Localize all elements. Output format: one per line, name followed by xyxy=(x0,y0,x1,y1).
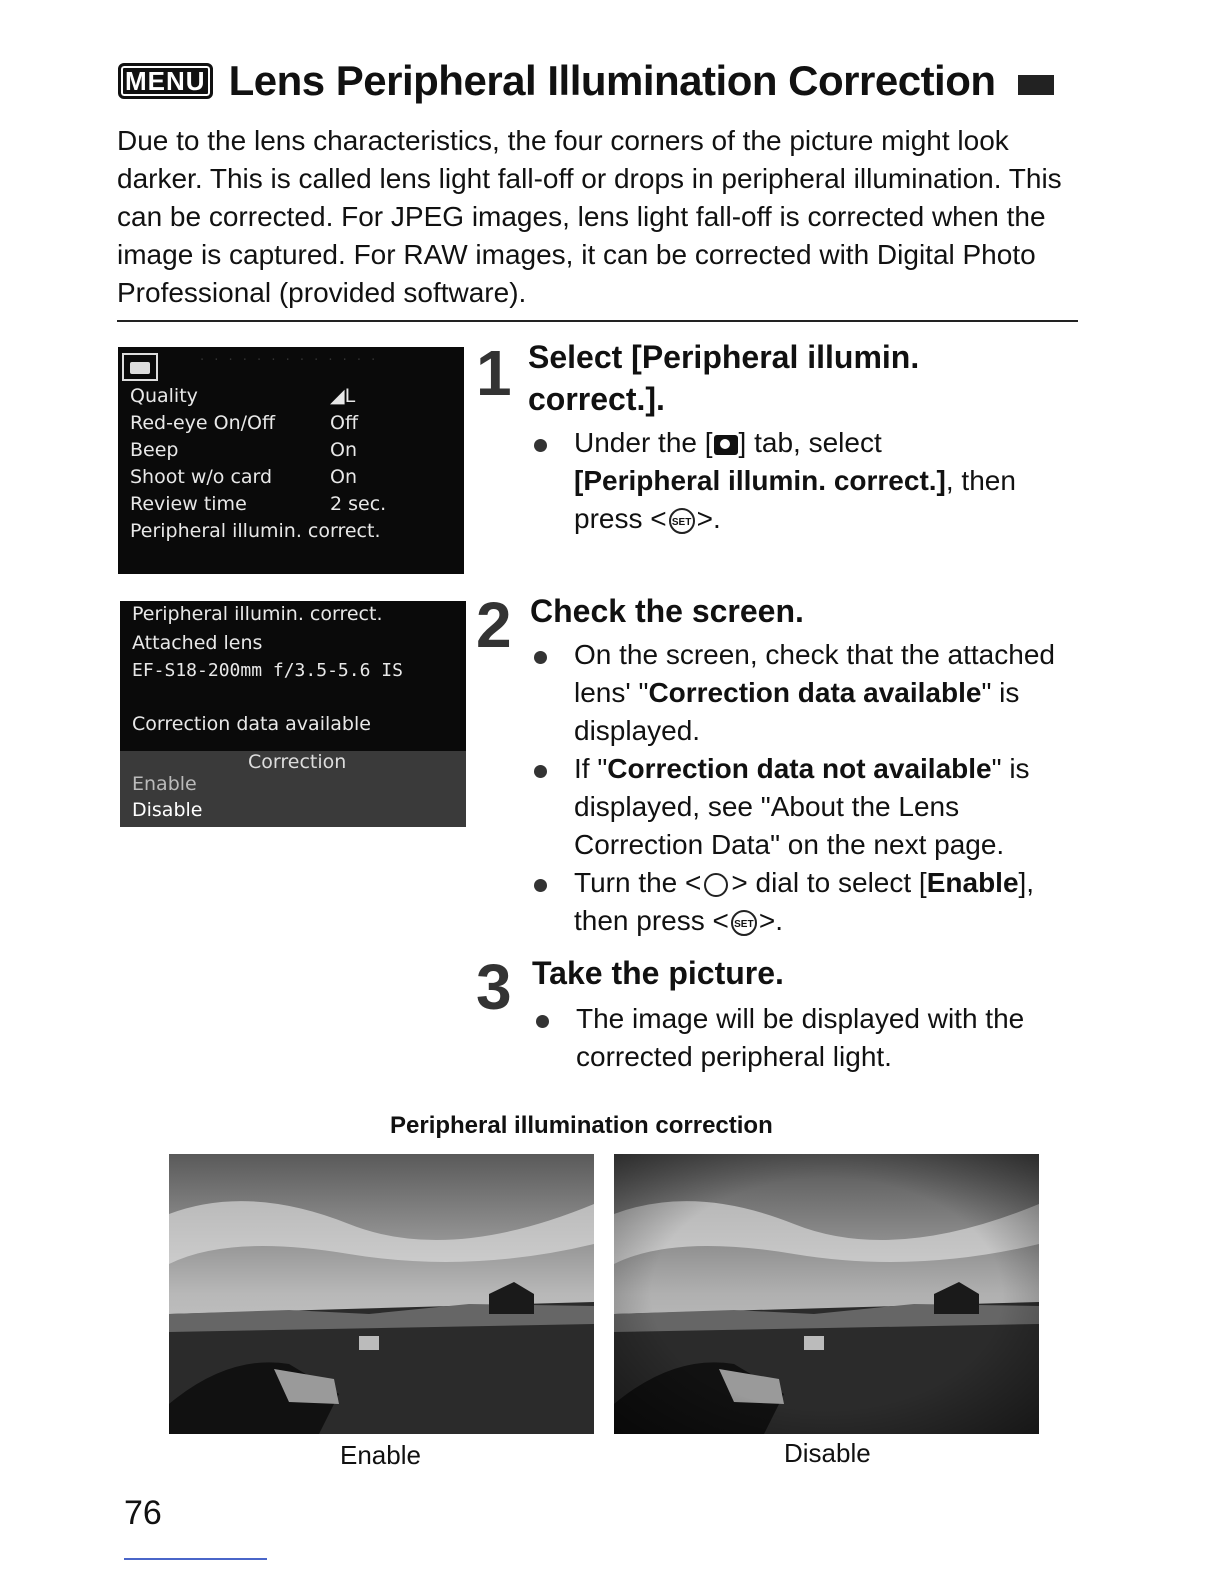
shooting-tab-icon xyxy=(714,435,738,455)
menu-row: Shoot w/o card On xyxy=(130,466,357,488)
menu-row: Review time 2 sec. xyxy=(130,493,387,515)
menu-row: Red-eye On/Off Off xyxy=(130,412,359,434)
set-button-icon: SET xyxy=(731,910,757,936)
section-marker xyxy=(1018,75,1054,95)
bullet-item: On the screen, check that the attached lens' "Correction data available" is displayed. xyxy=(530,636,1078,750)
main-dial-icon xyxy=(704,873,728,897)
correction-status: Correction data available xyxy=(132,713,371,735)
menu-row: Beep On xyxy=(130,439,357,461)
step-title: Take the picture. xyxy=(532,955,784,991)
bullet-item: If "Correction data not available" is displayed, see "About the Lens Correction Data" on the next page. xyxy=(530,750,1078,864)
page-title-row xyxy=(118,56,1054,106)
step-number: 1 xyxy=(476,337,512,409)
page-title: Lens Peripheral Illumination Correction xyxy=(228,57,996,104)
bullet-item: The image will be displayed with the corrected peripheral light. xyxy=(532,1000,1072,1076)
step-title: Check the screen. xyxy=(530,593,804,629)
options-title: Correction xyxy=(248,751,347,773)
landscape-photo xyxy=(169,1154,594,1434)
attached-lens-label: Attached lens xyxy=(132,632,263,654)
intro-paragraph: Due to the lens characteristics, the four corners of the picture might look darker. This is called lens light fall-off or drops in peripheral illumination. This can be corrected. For JPEG images, lens light fall-off is corrected when the image is captured. For RAW images, it can be corrected with Digital Photo Professional (provided software). xyxy=(117,125,1062,308)
page-number: 76 xyxy=(124,1494,162,1532)
divider xyxy=(117,320,1078,322)
option-enable: Enable xyxy=(132,773,197,795)
figure-title: Peripheral illumination correction xyxy=(390,1112,773,1139)
step-number: 3 xyxy=(476,951,512,1023)
option-disable: Disable xyxy=(132,799,203,821)
step-title: Select [Peripheral illumin. correct.]. xyxy=(528,339,920,417)
bullet-item: Turn the < > dial to select [Enable], then press < SET >. xyxy=(530,864,1078,940)
correction-options xyxy=(120,751,466,827)
menu-row: Quality ◢L xyxy=(130,385,356,407)
page-footer-rule xyxy=(124,1558,267,1560)
step-bullets xyxy=(532,1000,1072,1076)
caption-enable: Enable xyxy=(340,1440,421,1470)
photo-enable xyxy=(169,1154,594,1434)
bullet-item: Under the [ ] tab, select [Peripheral illumin. correct.], then press < SET >. xyxy=(530,424,1070,538)
menu-icon: MENU xyxy=(118,63,213,99)
correction-screen xyxy=(120,601,466,827)
photo-disable xyxy=(614,1154,1039,1434)
screen-title: Peripheral illumin. correct. xyxy=(132,603,383,625)
step-bullets xyxy=(530,424,1070,538)
shooting-tab-icon xyxy=(122,353,158,381)
camera-menu-screen xyxy=(118,347,464,574)
set-button-icon: SET xyxy=(669,508,695,534)
tab-strip: · · · · · · · · · · · · · xyxy=(200,353,379,368)
menu-row-selected: Peripheral illumin. correct. xyxy=(130,520,381,542)
step-bullets xyxy=(530,636,1078,940)
caption-disable: Disable xyxy=(784,1438,871,1468)
lens-name: EF-S18-200mm f/3.5-5.6 IS xyxy=(132,660,403,681)
step-number: 2 xyxy=(476,589,512,661)
landscape-photo xyxy=(614,1154,1039,1434)
